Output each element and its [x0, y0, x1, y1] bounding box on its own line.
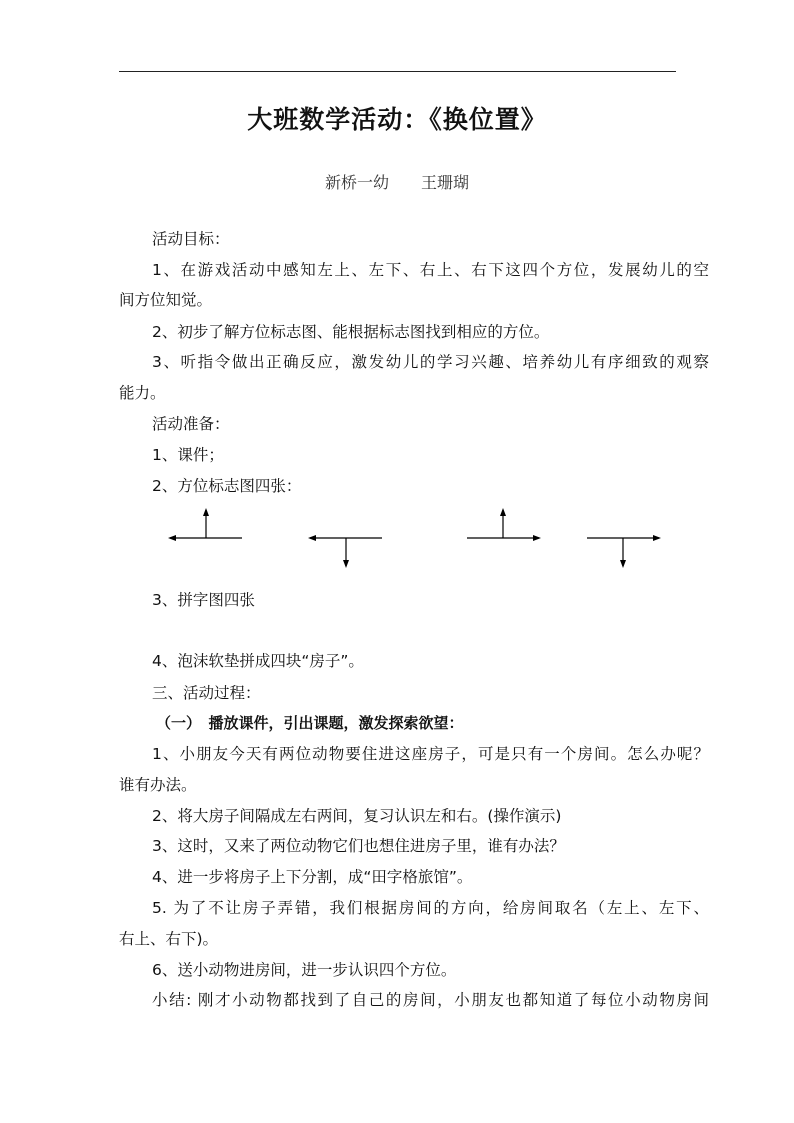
goal-3-line-b: 能力。 [119, 384, 166, 402]
prep-2: 2、方位标志图四张： [152, 477, 302, 495]
goals-heading: 活动目标： [152, 230, 230, 248]
down-arrowhead [343, 560, 349, 568]
process-heading: 三、活动过程： [152, 684, 261, 702]
up-arrowhead [500, 508, 506, 516]
down-arrowhead [620, 560, 626, 568]
document-title: 大班数学活动：《换位置》 [247, 105, 547, 134]
prep-heading: 活动准备： [152, 415, 230, 433]
right-arrowhead [533, 535, 541, 541]
step-4: 4、进一步将房子上下分割，成“田字格旅馆”。 [152, 868, 473, 886]
prep-1: 1、课件； [152, 446, 224, 464]
step-5-line-b: 右上、右下)。 [119, 930, 219, 948]
prep-3: 3、拼字图四张 [152, 591, 255, 609]
direction-sign-left-down [308, 535, 382, 568]
author-line [0, 170, 794, 193]
direction-sign-left-up [168, 508, 242, 541]
step-3: 3、这时，又来了两位动物它们也想住进房子里，谁有办法？ [152, 837, 565, 855]
summary-line: 小结: 刚才小动物都找到了自己的房间，小朋友也都知道了每位小动物房间 [152, 991, 709, 1009]
goal-1-line-b: 间方位知觉。 [119, 291, 213, 309]
direction-sign-right-down [587, 535, 661, 568]
direction-signs [165, 502, 675, 578]
up-arrowhead [203, 508, 209, 516]
author-name: 王珊瑚 [421, 173, 470, 192]
right-arrowhead [653, 535, 661, 541]
header-rule [119, 71, 676, 72]
goal-1-line-a: 1、在游戏活动中感知左上、左下、右上、右下这四个方位，发展幼儿的空 [152, 261, 709, 279]
left-arrowhead [308, 535, 316, 541]
prep-4: 4、泡沫软垫拼成四块“房子”。 [152, 652, 364, 670]
step-2: 2、将大房子间隔成左右两间，复习认识左和右。(操作演示) [152, 807, 562, 825]
step-one-heading: （一） 播放课件，引出课题，激发探索欲望： [156, 714, 464, 732]
author-school: 新桥一幼 [324, 173, 389, 192]
step-5-line-a: 5. 为了不让房子弄错，我们根据房间的方向，给房间取名（左上、左下、 [152, 899, 709, 917]
goal-3-line-a: 3、听指令做出正确反应，激发幼儿的学习兴趣、培养幼儿有序细致的观察 [152, 353, 709, 371]
step-1-line-b: 谁有办法。 [119, 776, 197, 794]
goal-2: 2、初步了解方位标志图、能根据标志图找到相应的方位。 [152, 323, 550, 341]
step-1-line-a: 1、小朋友今天有两位动物要住进这座房子，可是只有一个房间。怎么办呢？ [152, 745, 709, 763]
left-arrowhead [168, 535, 176, 541]
step-6: 6、送小动物进房间，进一步认识四个方位。 [152, 961, 457, 979]
direction-sign-right-up [467, 508, 541, 541]
